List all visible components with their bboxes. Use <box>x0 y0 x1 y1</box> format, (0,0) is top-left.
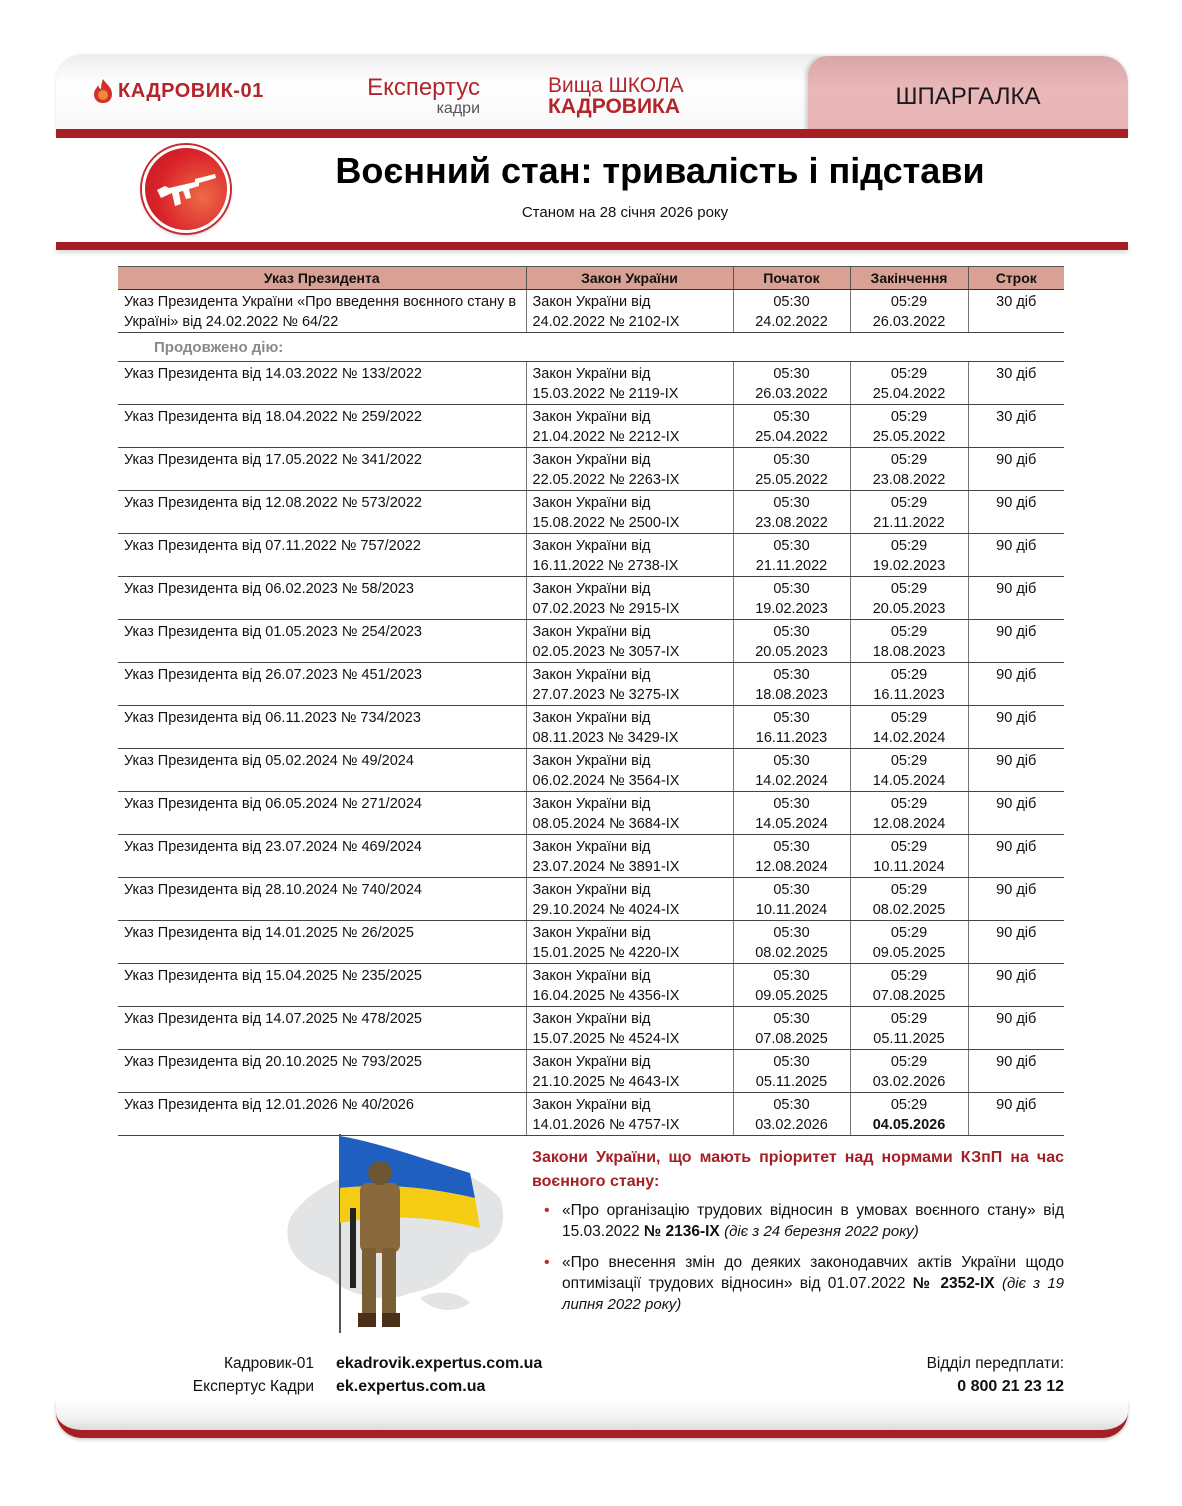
table-row <box>118 706 1064 749</box>
cell-duration: 90 діб <box>968 1007 1064 1050</box>
cell-end <box>850 921 968 964</box>
law-line2: 07.02.2023 № 2915-IX <box>532 601 680 617</box>
cell-end <box>850 534 968 577</box>
start-time: 05:30 <box>773 624 810 640</box>
table-row <box>118 792 1064 835</box>
law-line1: Закон України від <box>532 538 651 554</box>
cell-end <box>850 792 968 835</box>
law-line1: Закон України від <box>532 294 651 310</box>
end-date: 03.02.2026 <box>872 1074 946 1090</box>
cell-decree: Указ Президента від 28.10.2024 № 740/2024 <box>118 878 526 921</box>
end-time: 05:29 <box>890 366 928 382</box>
cell-decree: Указ Президента від 14.01.2025 № 26/2025 <box>118 921 526 964</box>
cell-start <box>733 620 850 663</box>
table-row <box>118 878 1064 921</box>
cell-law <box>526 663 733 706</box>
cell-decree: Указ Президента від 26.07.2023 № 451/2023 <box>118 663 526 706</box>
start-time: 05:30 <box>773 1097 810 1113</box>
cell-duration: 30 діб <box>968 290 1064 333</box>
end-date: 07.08.2025 <box>872 988 946 1004</box>
end-time: 05:29 <box>890 882 928 898</box>
cell-law <box>526 749 733 792</box>
cell-law <box>526 792 733 835</box>
cell-end <box>850 1093 968 1136</box>
start-date: 05.11.2025 <box>755 1074 828 1090</box>
start-time: 05:30 <box>773 538 810 554</box>
end-time: 05:29 <box>890 667 928 683</box>
start-time: 05:30 <box>773 667 810 683</box>
end-time: 05:29 <box>890 710 928 726</box>
start-time: 05:30 <box>773 925 810 941</box>
cell-duration: 90 діб <box>968 835 1064 878</box>
cell-end <box>850 620 968 663</box>
cell-start <box>733 491 850 534</box>
law-line1: Закон України від <box>532 968 651 984</box>
law-line2: 15.01.2025 № 4220-IX <box>532 945 680 961</box>
start-time: 05:30 <box>773 452 810 468</box>
law-number: № 2136-IX <box>643 1223 720 1240</box>
end-time: 05:29 <box>890 753 928 769</box>
cell-start <box>733 663 850 706</box>
subscription-label: Відділ передплати: <box>926 1355 1064 1372</box>
cell-duration: 90 діб <box>968 749 1064 792</box>
start-date: 09.05.2025 <box>755 988 828 1004</box>
cell-start <box>733 577 850 620</box>
soldier-flag-illustration <box>270 1128 520 1338</box>
start-time: 05:30 <box>773 366 810 382</box>
cell-duration: 90 діб <box>968 792 1064 835</box>
cell-law <box>526 1093 733 1136</box>
end-time: 05:29 <box>890 1054 928 1070</box>
cell-decree: Указ Президента від 07.11.2022 № 757/2022 <box>118 534 526 577</box>
cell-start <box>733 1050 850 1093</box>
cell-start <box>733 792 850 835</box>
col-header-decree: Указ Президента <box>118 267 526 290</box>
table-row <box>118 448 1064 491</box>
cell-law <box>526 964 733 1007</box>
cell-decree: Указ Президента України «Про введення воєнного стану в Україні» від 24.02.2022 № 64/22 <box>118 290 526 333</box>
start-date: 14.05.2024 <box>755 816 828 832</box>
cell-law <box>526 534 733 577</box>
start-time: 05:30 <box>773 882 810 898</box>
cell-decree: Указ Президента від 14.07.2025 № 478/2025 <box>118 1007 526 1050</box>
cell-decree: Указ Президента від 15.04.2025 № 235/2025 <box>118 964 526 1007</box>
law-line1: Закон України від <box>532 366 651 382</box>
law-line1: Закон України від <box>532 624 651 640</box>
flame-icon <box>92 78 114 104</box>
law-line2: 08.05.2024 № 3684-IX <box>532 816 680 832</box>
bullet-icon: • <box>544 1202 550 1219</box>
law-line1: Закон України від <box>532 581 651 597</box>
footer-name-kadrovik: Кадровик-01 <box>223 1355 314 1372</box>
cell-decree: Указ Президента від 01.05.2023 № 254/2023 <box>118 620 526 663</box>
cell-law <box>526 577 733 620</box>
cell-end <box>850 878 968 921</box>
table-row <box>118 749 1064 792</box>
start-date: 08.02.2025 <box>755 945 828 961</box>
cell-decree: Указ Президента від 05.02.2024 № 49/2024 <box>118 749 526 792</box>
end-time: 05:29 <box>890 409 928 425</box>
table-row <box>118 491 1064 534</box>
law-line2: 27.07.2023 № 3275-IX <box>532 687 680 703</box>
start-time: 05:30 <box>773 495 810 511</box>
cell-start <box>733 534 850 577</box>
end-date: 12.08.2024 <box>872 816 946 832</box>
footer-name-expertus: Експертус Кадри <box>192 1378 314 1395</box>
cell-decree: Указ Президента від 14.03.2022 № 133/2022 <box>118 362 526 405</box>
start-date: 23.08.2022 <box>755 515 828 531</box>
bullet-icon: • <box>544 1254 550 1271</box>
rifle-icon <box>142 145 230 233</box>
law-line1: Закон України від <box>532 882 651 898</box>
start-date: 20.05.2023 <box>755 644 828 660</box>
law-line2: 21.10.2025 № 4643-IX <box>532 1074 680 1090</box>
law-line1: Закон України від <box>532 753 651 769</box>
end-time: 05:29 <box>890 968 928 984</box>
cell-duration: 90 діб <box>968 577 1064 620</box>
cell-law <box>526 290 733 333</box>
cell-end <box>850 663 968 706</box>
table-row <box>118 362 1064 405</box>
end-date: 26.03.2022 <box>872 314 946 330</box>
cell-law <box>526 405 733 448</box>
end-time: 05:29 <box>890 581 928 597</box>
col-header-start: Початок <box>733 267 850 290</box>
law-title: «Про внесення змін до деяких законодавчих актів України щодо оптимізації трудових відносин» від 01.07.2022 <box>562 1254 1064 1292</box>
brand-school-line1: Вища ШКОЛА <box>548 74 684 97</box>
link-ekadrovik[interactable]: ekadrovik.expertus.com.ua <box>336 1355 543 1372</box>
law-line2: 08.11.2023 № 3429-IX <box>532 730 679 746</box>
cell-start <box>733 835 850 878</box>
end-date: 04.05.2026 <box>872 1117 946 1133</box>
cell-duration: 90 діб <box>968 706 1064 749</box>
col-header-end: Закінчення <box>850 267 968 290</box>
cell-end <box>850 362 968 405</box>
tab-cheatsheet <box>808 56 1128 138</box>
cell-law <box>526 491 733 534</box>
end-date: 23.08.2022 <box>872 472 946 488</box>
cell-start <box>733 706 850 749</box>
brand-kadrovik: КАДРОВИК-01 <box>118 79 264 102</box>
cell-start <box>733 448 850 491</box>
cell-start <box>733 405 850 448</box>
start-date: 12.08.2024 <box>755 859 828 875</box>
cell-decree: Указ Президента від 18.04.2022 № 259/2022 <box>118 405 526 448</box>
cell-law <box>526 1007 733 1050</box>
extended-label: Продовжено дію: <box>118 333 1064 362</box>
cell-duration: 90 діб <box>968 534 1064 577</box>
start-time: 05:30 <box>773 710 810 726</box>
cell-end <box>850 448 968 491</box>
law-line1: Закон України від <box>532 796 651 812</box>
header-band <box>56 56 1128 138</box>
cell-decree: Указ Президента від 20.10.2025 № 793/2025 <box>118 1050 526 1093</box>
start-time: 05:30 <box>773 294 810 310</box>
start-date: 18.08.2023 <box>755 687 828 703</box>
law-line2: 16.11.2022 № 2738-IX <box>532 558 679 574</box>
cell-end <box>850 491 968 534</box>
cell-decree: Указ Президента від 06.02.2023 № 58/2023 <box>118 577 526 620</box>
cell-law <box>526 620 733 663</box>
cell-law <box>526 1050 733 1093</box>
start-date: 25.05.2022 <box>755 472 828 488</box>
cell-duration: 90 діб <box>968 448 1064 491</box>
start-date: 14.02.2024 <box>755 773 828 789</box>
priority-laws-list <box>532 1200 1064 1315</box>
end-date: 25.05.2022 <box>872 429 946 445</box>
end-date: 14.02.2024 <box>872 730 946 746</box>
header-divider <box>56 129 1128 138</box>
cell-end <box>850 405 968 448</box>
cell-start <box>733 1007 850 1050</box>
end-time: 05:29 <box>890 925 928 941</box>
brand-school-line2: КАДРОВИКА <box>548 95 681 118</box>
law-note: (діє з 24 березня 2022 року) <box>724 1223 919 1240</box>
law-line1: Закон України від <box>532 1011 651 1027</box>
cell-duration: 90 діб <box>968 878 1064 921</box>
cell-start <box>733 964 850 1007</box>
end-date: 16.11.2023 <box>873 687 945 703</box>
cell-duration: 30 діб <box>968 405 1064 448</box>
law-line2: 15.03.2022 № 2119-IX <box>532 386 679 402</box>
table-row <box>118 1007 1064 1050</box>
table-row <box>118 1050 1064 1093</box>
start-date: 25.04.2022 <box>755 429 828 445</box>
table-row <box>118 534 1064 577</box>
cell-start <box>733 1093 850 1136</box>
end-time: 05:29 <box>890 1011 928 1027</box>
law-line2: 29.10.2024 № 4024-IX <box>532 902 680 918</box>
start-time: 05:30 <box>773 1054 810 1070</box>
law-line2: 15.07.2025 № 4524-IX <box>532 1031 680 1047</box>
end-time: 05:29 <box>890 624 928 640</box>
end-time: 05:29 <box>890 1097 928 1113</box>
cell-decree: Указ Президента від 06.05.2024 № 271/2024 <box>118 792 526 835</box>
law-line1: Закон України від <box>532 409 651 425</box>
cell-end <box>850 706 968 749</box>
start-date: 19.02.2023 <box>755 601 828 617</box>
law-line1: Закон України від <box>532 1097 651 1113</box>
end-date: 05.11.2025 <box>873 1031 945 1047</box>
cell-end <box>850 1050 968 1093</box>
law-note: (діє з 19 липня 2022 року) <box>562 1275 1065 1313</box>
cell-end <box>850 749 968 792</box>
cell-start <box>733 749 850 792</box>
start-time: 05:30 <box>773 839 810 855</box>
brand-expertus-line2: кадри <box>436 100 480 117</box>
start-time: 05:30 <box>773 409 810 425</box>
end-time: 05:29 <box>890 452 928 468</box>
table-row-initial <box>118 290 1064 333</box>
extended-label-row <box>118 333 1064 362</box>
table-row <box>118 921 1064 964</box>
law-line1: Закон України від <box>532 925 651 941</box>
table-row <box>118 835 1064 878</box>
end-date: 25.04.2022 <box>872 386 946 402</box>
law-line1: Закон України від <box>532 710 651 726</box>
priority-laws-box <box>532 1146 1064 1325</box>
end-time: 05:29 <box>890 495 928 511</box>
link-ek-expertus[interactable]: ek.expertus.com.ua <box>336 1378 486 1395</box>
start-date: 03.02.2026 <box>755 1117 828 1133</box>
law-line1: Закон України від <box>532 667 651 683</box>
cell-end <box>850 835 968 878</box>
cell-decree: Указ Президента від 17.05.2022 № 341/2022 <box>118 448 526 491</box>
logo-school[interactable] <box>548 74 684 119</box>
end-date: 08.02.2025 <box>872 902 946 918</box>
start-date: 07.08.2025 <box>755 1031 828 1047</box>
priority-laws-heading: Закони України, що мають пріоритет над нормами КЗпП на час воєнного стану: <box>532 1149 1064 1190</box>
cell-law <box>526 448 733 491</box>
start-date: 24.02.2022 <box>755 314 828 330</box>
law-line2: 15.08.2022 № 2500-IX <box>532 515 680 531</box>
end-date: 18.08.2023 <box>872 644 946 660</box>
cell-law <box>526 362 733 405</box>
cell-duration: 90 діб <box>968 1093 1064 1136</box>
cell-duration: 90 діб <box>968 921 1064 964</box>
table-row <box>118 964 1064 1007</box>
table-row <box>118 405 1064 448</box>
cell-end <box>850 577 968 620</box>
cell-end <box>850 290 968 333</box>
col-header-law: Закон України <box>526 267 733 290</box>
end-time: 05:29 <box>890 538 928 554</box>
law-line2: 06.02.2024 № 3564-IX <box>532 773 680 789</box>
tab-cheatsheet-label: ШПАРГАЛКА <box>895 83 1041 110</box>
cell-duration: 90 діб <box>968 491 1064 534</box>
table-row <box>118 577 1064 620</box>
law-line2: 14.01.2026 № 4757-IX <box>532 1117 680 1133</box>
table-header-row <box>118 267 1064 290</box>
subscription-phone[interactable]: 0 800 21 23 12 <box>957 1378 1064 1395</box>
cell-start <box>733 921 850 964</box>
cell-start <box>733 290 850 333</box>
start-date: 21.11.2022 <box>755 558 828 574</box>
end-date: 14.05.2024 <box>872 773 946 789</box>
cell-duration: 90 діб <box>968 1050 1064 1093</box>
law-line1: Закон України від <box>532 495 651 511</box>
law-title: «Про організацію трудових відносин в умовах воєнного стану» від 15.03.2022 <box>562 1202 1064 1240</box>
cell-decree: Указ Президента від 06.11.2023 № 734/2023 <box>118 706 526 749</box>
end-date: 19.02.2023 <box>872 558 946 574</box>
law-number: № 2352-IX <box>912 1275 995 1292</box>
end-date: 20.05.2023 <box>872 601 946 617</box>
law-line1: Закон України від <box>532 839 651 855</box>
cell-law <box>526 706 733 749</box>
title-divider <box>56 242 1128 250</box>
law-line2: 22.05.2022 № 2263-IX <box>532 472 680 488</box>
law-line2: 02.05.2023 № 3057-IX <box>532 644 680 660</box>
cell-duration: 90 діб <box>968 663 1064 706</box>
end-time: 05:29 <box>890 796 928 812</box>
table-row <box>118 663 1064 706</box>
cell-law <box>526 878 733 921</box>
start-time: 05:30 <box>773 753 810 769</box>
law-line1: Закон України від <box>532 1054 651 1070</box>
law-line2: 24.02.2022 № 2102-IX <box>532 314 680 330</box>
start-time: 05:30 <box>773 796 810 812</box>
end-time: 05:29 <box>890 294 928 310</box>
start-date: 26.03.2022 <box>755 386 828 402</box>
martial-law-table <box>118 266 1064 1136</box>
logo-kadrovik-01[interactable] <box>92 78 264 104</box>
cell-duration: 90 діб <box>968 620 1064 663</box>
end-time: 05:29 <box>890 839 928 855</box>
cell-law <box>526 835 733 878</box>
logo-expertus[interactable] <box>350 74 480 118</box>
law-line2: 16.04.2025 № 4356-IX <box>532 988 680 1004</box>
col-header-duration: Строк <box>968 267 1064 290</box>
footer-band <box>56 1400 1128 1438</box>
cell-start <box>733 362 850 405</box>
cell-end <box>850 964 968 1007</box>
cell-decree: Указ Президента від 12.01.2026 № 40/2026 <box>118 1093 526 1136</box>
table-row <box>118 1093 1064 1136</box>
law-line2: 23.07.2024 № 3891-IX <box>532 859 680 875</box>
brand-expertus-line1: Експертус <box>367 74 480 101</box>
list-item <box>532 1200 1064 1242</box>
cell-decree: Указ Президента від 12.08.2022 № 573/2022 <box>118 491 526 534</box>
page-subtitle: Станом на 28 січня 2026 року <box>521 204 729 221</box>
start-time: 05:30 <box>773 968 810 984</box>
cell-duration: 30 діб <box>968 362 1064 405</box>
list-item <box>532 1252 1064 1315</box>
start-time: 05:30 <box>773 1011 810 1027</box>
end-date: 09.05.2025 <box>872 945 946 961</box>
footer-links <box>336 1352 542 1398</box>
cell-law <box>526 921 733 964</box>
start-date: 10.11.2024 <box>755 902 828 918</box>
table-row <box>118 620 1064 663</box>
cell-decree: Указ Президента від 23.07.2024 № 469/2024 <box>118 835 526 878</box>
start-date: 16.11.2023 <box>755 730 828 746</box>
start-time: 05:30 <box>773 581 810 597</box>
cell-start <box>733 878 850 921</box>
law-line1: Закон України від <box>532 452 651 468</box>
law-line2: 21.04.2022 № 2212-IX <box>532 429 680 445</box>
page-title: Воєнний стан: тривалість і підстави <box>335 150 985 191</box>
end-date: 10.11.2024 <box>873 859 945 875</box>
cell-end <box>850 1007 968 1050</box>
cell-duration: 90 діб <box>968 964 1064 1007</box>
end-date: 21.11.2022 <box>873 515 945 531</box>
